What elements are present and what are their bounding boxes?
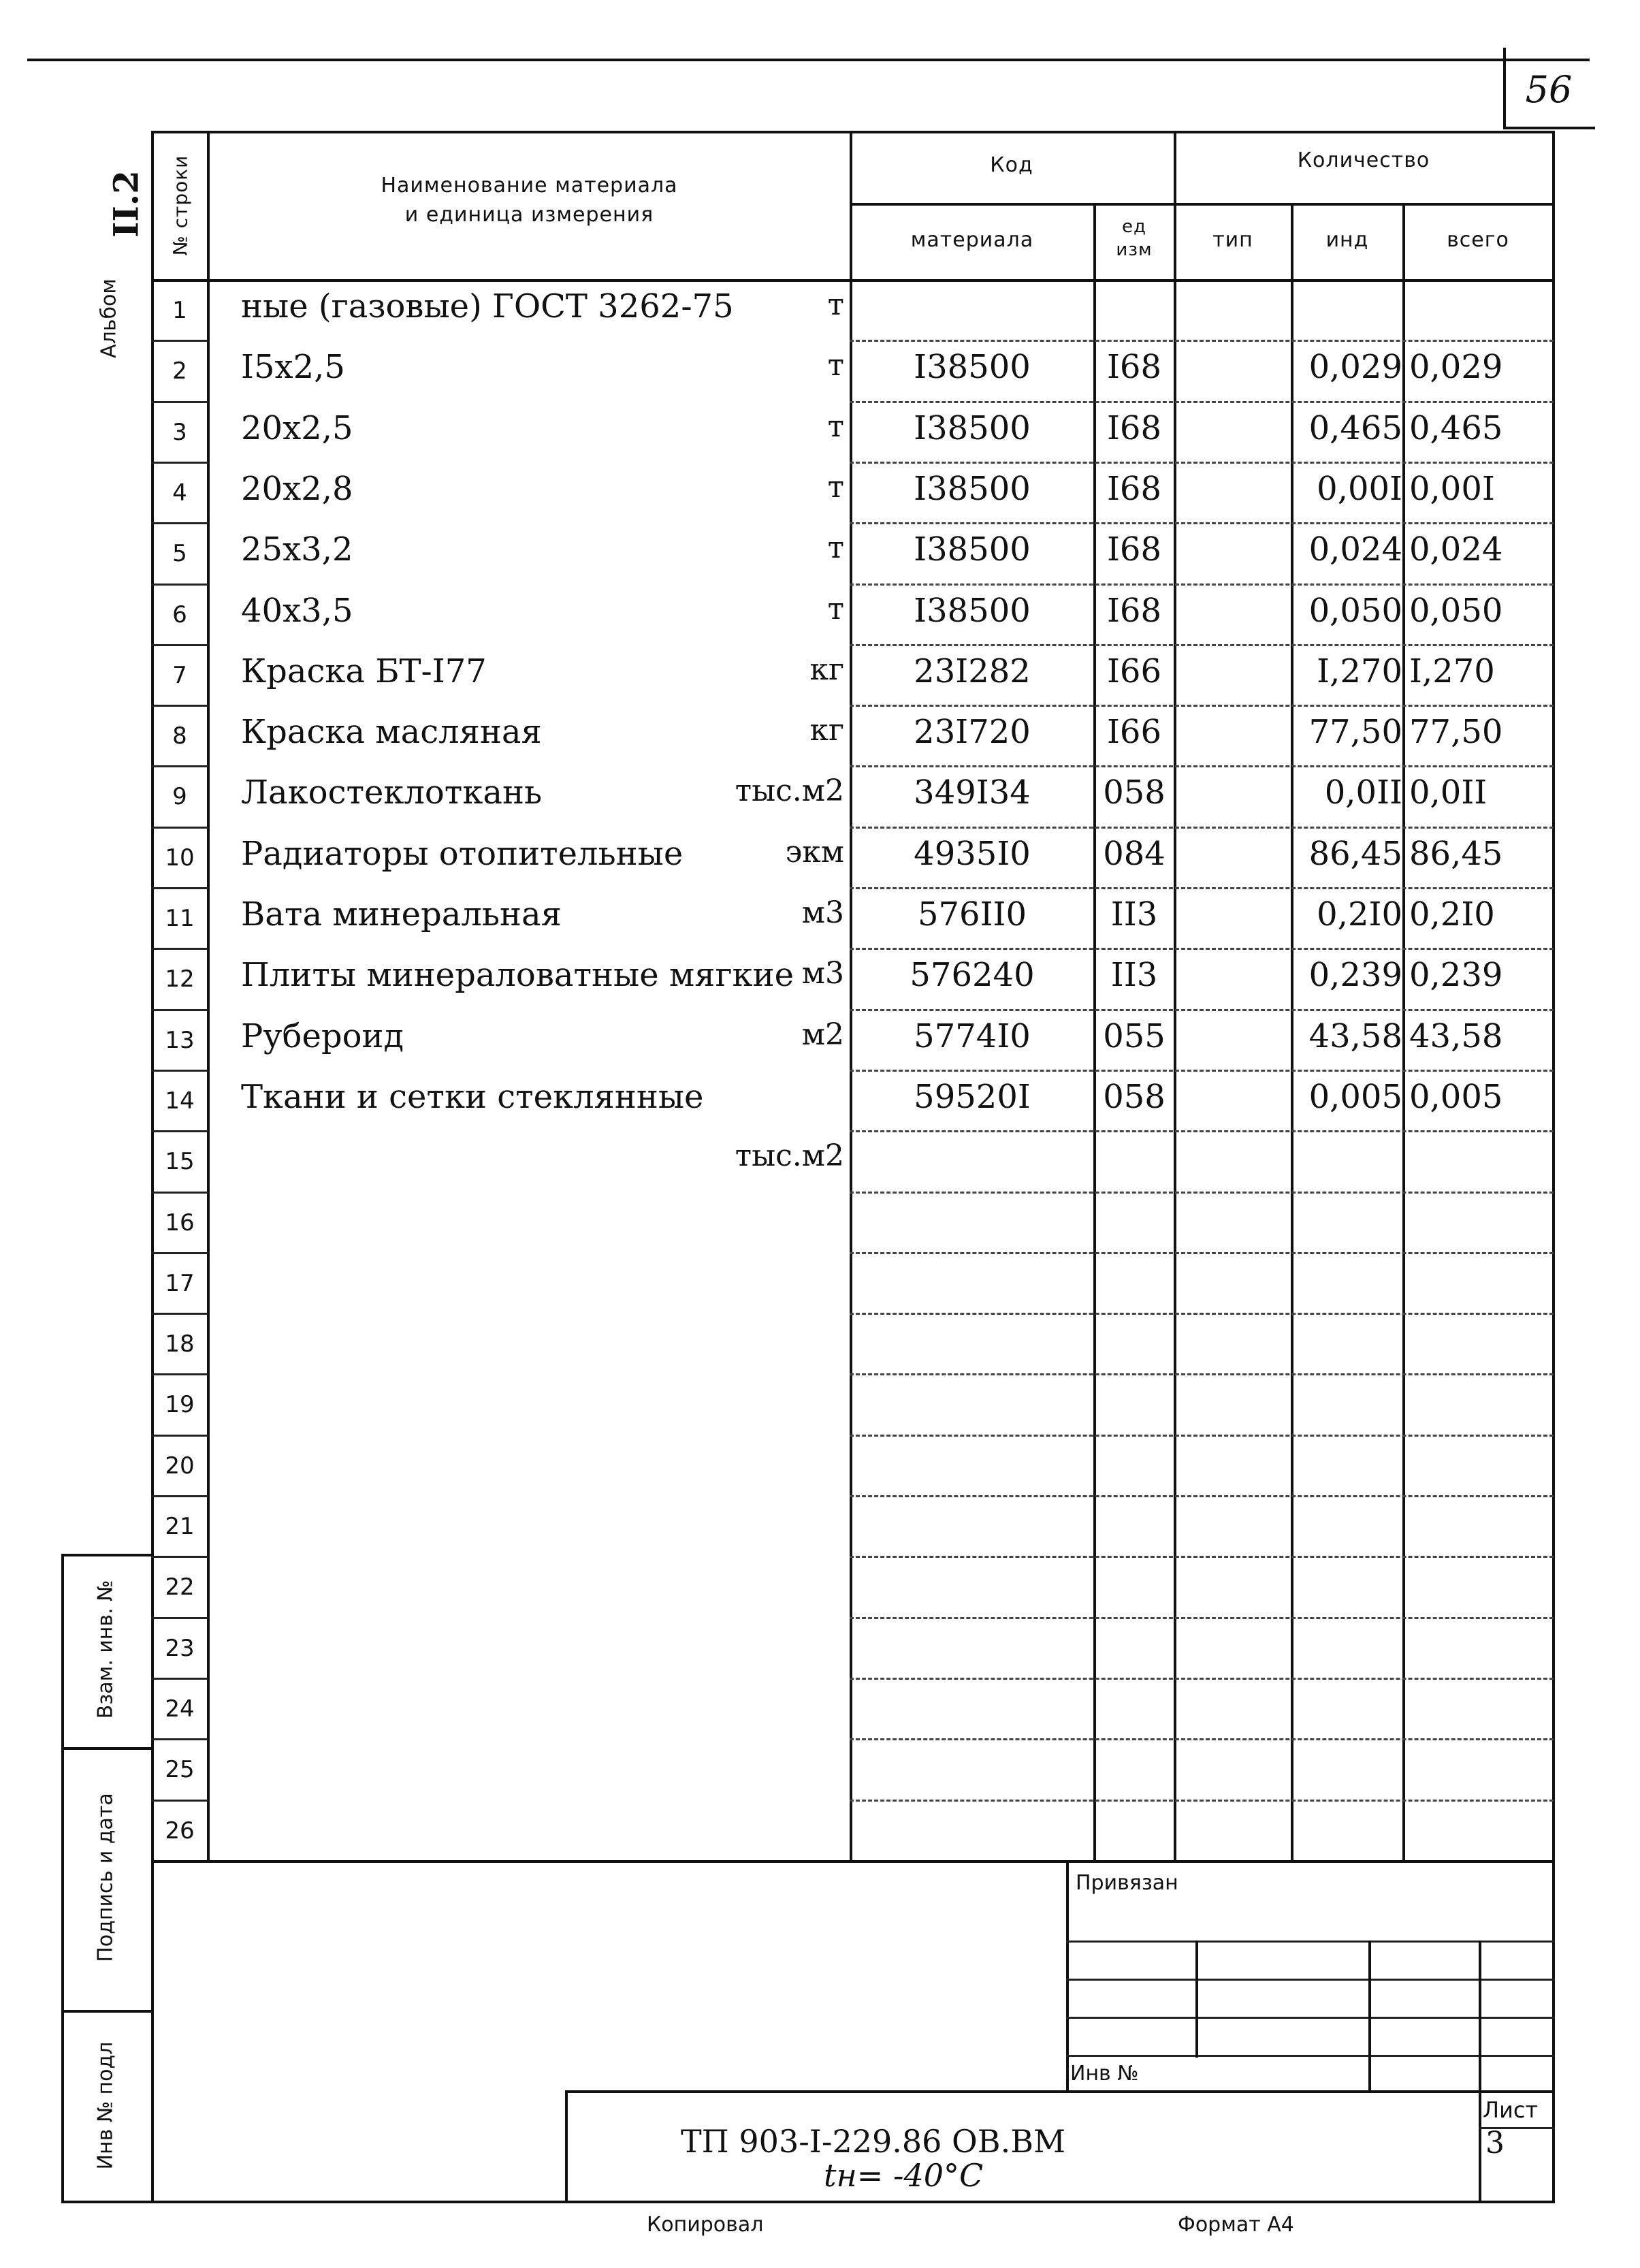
row-number: 20 (165, 1452, 195, 1480)
cell-code: I38500 (914, 348, 1031, 387)
cell-total: 0,005 (1409, 1077, 1503, 1116)
cell-total: 0,024 (1409, 530, 1503, 569)
row-dashed-separator (850, 948, 1554, 950)
row-number-separator (151, 1373, 208, 1375)
cell-name: Лакостеклоткань (241, 773, 543, 812)
podpis-data-label: Подпись и дата (93, 1793, 118, 1962)
row-number: 8 (172, 722, 187, 750)
row-number-separator (151, 340, 208, 342)
margin-outer-border (61, 1554, 64, 2201)
row-number-separator (151, 584, 208, 586)
row-dashed-separator (850, 1617, 1554, 1619)
inv-podl-label: Инв № подл (93, 2041, 118, 2170)
stamp-grid-line-2 (1066, 1979, 1555, 1981)
row-dashed-separator (850, 462, 1554, 464)
title-block-left-line (565, 2090, 568, 2201)
margin-bottom-line (61, 2201, 152, 2203)
cell-unit: кг (809, 713, 844, 748)
row-number: 19 (165, 1391, 195, 1419)
stamp-privyazan-label: Привязан (1076, 1871, 1178, 1895)
cell-unit: т (827, 409, 844, 444)
cell-name: Краска БТ-I77 (241, 652, 487, 690)
header-row-no: № строки (169, 155, 192, 256)
row-number: 7 (172, 661, 187, 689)
row-number-separator (151, 1495, 208, 1497)
row-number: 2 (172, 357, 187, 385)
row-dashed-separator (850, 1252, 1554, 1254)
row-number: 18 (165, 1330, 195, 1358)
cell-unit: м2 (801, 1017, 844, 1052)
cell-ind: I,270 (1317, 652, 1402, 690)
stamp-grid-vline-3 (1479, 1940, 1481, 2201)
cell-name: 40x3,5 (241, 591, 353, 630)
top-border-line (27, 59, 1590, 61)
row-number: 13 (165, 1026, 195, 1054)
margin-line-3 (61, 2010, 152, 2013)
cell-name: 20x2,8 (241, 469, 353, 508)
row-number: 22 (165, 1574, 195, 1601)
cell-name: Рубероид (241, 1017, 404, 1055)
list-label: Лист (1483, 2097, 1539, 2123)
row-number: 10 (165, 844, 195, 872)
stamp-privyazan-left (1066, 1860, 1069, 2092)
row-dashed-separator (850, 1435, 1554, 1437)
cell-unit: м3 (801, 895, 844, 930)
row-number-separator (151, 705, 208, 707)
header-bottom-line (151, 279, 1555, 282)
cell-name: 20x2,5 (241, 409, 353, 447)
cell-ind: 0,029 (1308, 348, 1402, 387)
document-code: ТП 903-I-229.86 ОВ.ВМ (681, 2123, 1066, 2160)
header-izm: изм (1116, 240, 1153, 260)
row-number-separator (151, 1252, 208, 1254)
cell-total: 0,029 (1409, 348, 1503, 387)
cell-unit: тыс.м2 (735, 773, 844, 809)
row-number: 9 (172, 783, 187, 811)
stamp-grid-line-3 (1066, 2017, 1555, 2019)
design-temperature: tн= -40°С (824, 2157, 984, 2194)
header-subdivision-line (850, 203, 1554, 206)
row-number-separator (151, 1009, 208, 1011)
cell-ed: I68 (1106, 530, 1162, 569)
row-dashed-separator (850, 705, 1554, 707)
cell-ind: 0,0II (1324, 773, 1402, 812)
row-number-separator (151, 1130, 208, 1132)
row-number-separator (151, 1192, 208, 1194)
cell-ind: 0,465 (1308, 409, 1402, 447)
rownum-column-border (207, 131, 210, 1860)
row-number-separator (151, 644, 208, 646)
cell-ed: I68 (1106, 348, 1162, 387)
cell-unit: т (827, 287, 844, 322)
row-number: 6 (172, 601, 187, 628)
cell-total: 43,58 (1409, 1017, 1503, 1055)
cell-total: 0,2I0 (1409, 895, 1495, 933)
cell-ind: 0,050 (1308, 591, 1402, 630)
row-dashed-separator (850, 401, 1554, 403)
cell-code: 576II0 (917, 895, 1027, 933)
page-number-box-left (1503, 48, 1506, 129)
row-number: 16 (165, 1209, 195, 1236)
cell-name: Ткани и сетки стеклянные (241, 1077, 704, 1116)
cell-ind: 0,2I0 (1317, 895, 1402, 933)
name-column-border (850, 131, 852, 1860)
row-dashed-separator (850, 584, 1554, 586)
cell-code: 5774I0 (914, 1017, 1031, 1055)
cell-total: I,270 (1409, 652, 1495, 690)
row-number-separator (151, 1617, 208, 1619)
cell-ind: 43,58 (1308, 1017, 1402, 1055)
header-tip: тип (1212, 228, 1253, 252)
table-right-border (1552, 131, 1555, 2201)
row-number: 15 (165, 1148, 195, 1176)
cell-ind: 0,239 (1308, 956, 1402, 995)
header-name-line1: Наименование материала (381, 174, 678, 197)
cell-unit: экм (785, 834, 844, 869)
cell-unit: кг (809, 652, 844, 687)
row-number-separator (151, 1800, 208, 1802)
cell-ind: 0,024 (1308, 530, 1402, 569)
row-number-separator (151, 765, 208, 767)
row-number-separator (151, 1070, 208, 1072)
row-dashed-separator (850, 1800, 1554, 1802)
row-number: 1 (172, 297, 187, 324)
row-dashed-separator (850, 1556, 1554, 1558)
row-number: 25 (165, 1756, 195, 1784)
row-number-separator (151, 401, 208, 403)
cell-ind: 0,00I (1317, 469, 1402, 508)
row-number: 24 (165, 1695, 195, 1723)
cell-total: 0,050 (1409, 591, 1503, 630)
cell-code: 349I34 (914, 773, 1031, 812)
cell-ed: 084 (1103, 834, 1165, 873)
row-number: 21 (165, 1513, 195, 1540)
cell-name: Радиаторы отопительные (241, 834, 684, 873)
cell-ind: 0,005 (1308, 1077, 1402, 1116)
cell-ed: 058 (1103, 1077, 1165, 1116)
cell-total: 77,50 (1409, 713, 1503, 752)
cell-code: I38500 (914, 469, 1031, 508)
title-block-top-line (565, 2090, 1555, 2093)
list-value: 3 (1485, 2126, 1505, 2160)
row-number: 5 (172, 540, 187, 568)
row-number-separator (151, 1678, 208, 1680)
cell-name: 25x3,2 (241, 530, 353, 569)
row-number-separator (151, 1313, 208, 1315)
cell-name: Краска масляная (241, 713, 542, 752)
album-number: II.2 (106, 170, 146, 238)
row-number-separator (151, 1738, 208, 1740)
header-vsego: всего (1447, 228, 1509, 252)
cell-unit: т (827, 591, 844, 626)
cell-unit: тыс.м2 (735, 1138, 844, 1174)
cell-name: I5x2,5 (241, 348, 345, 387)
row-dashed-separator (850, 1009, 1554, 1011)
page-number: 56 (1525, 68, 1573, 111)
row-number: 17 (165, 1269, 195, 1297)
ed-column-border (1174, 131, 1176, 1860)
cell-code: 576240 (910, 956, 1035, 995)
album-label: Альбом (97, 278, 121, 358)
stamp-inv-no-label: Инв № (1070, 2062, 1139, 2086)
cell-ind: 77,50 (1308, 713, 1402, 752)
header-kod: Код (990, 153, 1033, 177)
cell-name: Плиты минераловатные мягкие (241, 956, 794, 995)
row-number: 11 (165, 905, 195, 932)
stamp-grid-vline-2 (1368, 1940, 1371, 2090)
header-material: материала (910, 228, 1034, 252)
page-number-box-bottom (1503, 127, 1595, 129)
cell-unit: т (827, 530, 844, 566)
cell-ed: II3 (1110, 956, 1158, 995)
row-dashed-separator (850, 887, 1554, 889)
cell-ind: 86,45 (1308, 834, 1402, 873)
cell-total: 0,0II (1409, 773, 1488, 812)
ind-column-border (1402, 204, 1405, 1860)
cell-code: I38500 (914, 409, 1031, 447)
row-dashed-separator (850, 1130, 1554, 1132)
header-name-line2: и единица измерения (404, 203, 654, 227)
title-block-bottom-line (151, 2201, 1555, 2203)
cell-code: 23I282 (914, 652, 1031, 690)
cell-code: 4935I0 (914, 834, 1031, 873)
row-number: 4 (172, 479, 187, 507)
row-number: 26 (165, 1817, 195, 1844)
cell-ed: I68 (1106, 409, 1162, 447)
row-dashed-separator (850, 1070, 1554, 1072)
cell-unit: т (827, 348, 844, 383)
cell-total: 86,45 (1409, 834, 1503, 873)
header-ind: инд (1325, 228, 1369, 252)
cell-code: I38500 (914, 530, 1031, 569)
row-dashed-separator (850, 1738, 1554, 1740)
header-ed: ед (1122, 217, 1146, 237)
row-dashed-separator (850, 1192, 1554, 1194)
cell-ed: 055 (1103, 1017, 1165, 1055)
row-number-separator (151, 887, 208, 889)
row-dashed-separator (850, 1313, 1554, 1315)
footer-format: Формат А4 (1178, 2213, 1294, 2237)
row-dashed-separator (850, 522, 1554, 524)
row-dashed-separator (850, 827, 1554, 829)
cell-ed: II3 (1110, 895, 1158, 933)
stamp-grid-line-4 (1066, 2055, 1555, 2057)
row-number-separator (151, 948, 208, 950)
cell-ed: 058 (1103, 773, 1165, 812)
table-bottom-line (151, 1860, 1555, 1863)
row-number-separator (151, 827, 208, 829)
row-number: 3 (172, 418, 187, 446)
row-number: 23 (165, 1634, 195, 1662)
row-dashed-separator (850, 1373, 1554, 1375)
cell-ed: I68 (1106, 469, 1162, 508)
cell-name: Вата минеральная (241, 895, 562, 933)
row-number: 14 (165, 1087, 195, 1115)
row-dashed-separator (850, 340, 1554, 342)
vzam-inv-label: Взам. инв. № (93, 1580, 118, 1719)
cell-ed: I66 (1106, 713, 1162, 752)
cell-ed: I68 (1106, 591, 1162, 630)
cell-total: 0,00I (1409, 469, 1495, 508)
cell-total: 0,239 (1409, 956, 1503, 995)
cell-code: I38500 (914, 591, 1031, 630)
header-kolichestvo: Количество (1297, 148, 1430, 172)
row-number-separator (151, 462, 208, 464)
row-number: 12 (165, 965, 195, 993)
cell-ed: I66 (1106, 652, 1162, 690)
row-dashed-separator (850, 765, 1554, 767)
cell-code: 23I720 (914, 713, 1031, 752)
row-number-separator (151, 1556, 208, 1558)
cell-unit: т (827, 469, 844, 505)
cell-code: 59520I (914, 1077, 1031, 1116)
row-dashed-separator (850, 1495, 1554, 1497)
row-dashed-separator (850, 1678, 1554, 1680)
stamp-grid-vline-1 (1195, 1940, 1198, 2058)
footer-kopiroval: Копировал (647, 2213, 764, 2237)
cell-total: 0,465 (1409, 409, 1503, 447)
row-number-separator (151, 522, 208, 524)
row-number-separator (151, 1435, 208, 1437)
row-dashed-separator (850, 644, 1554, 646)
cell-unit: м3 (801, 956, 844, 991)
stamp-grid-line-1 (1066, 1940, 1555, 1943)
table-top-border (151, 131, 1555, 133)
cell-name: ные (газовые) ГОСТ 3262-75 (241, 287, 734, 325)
